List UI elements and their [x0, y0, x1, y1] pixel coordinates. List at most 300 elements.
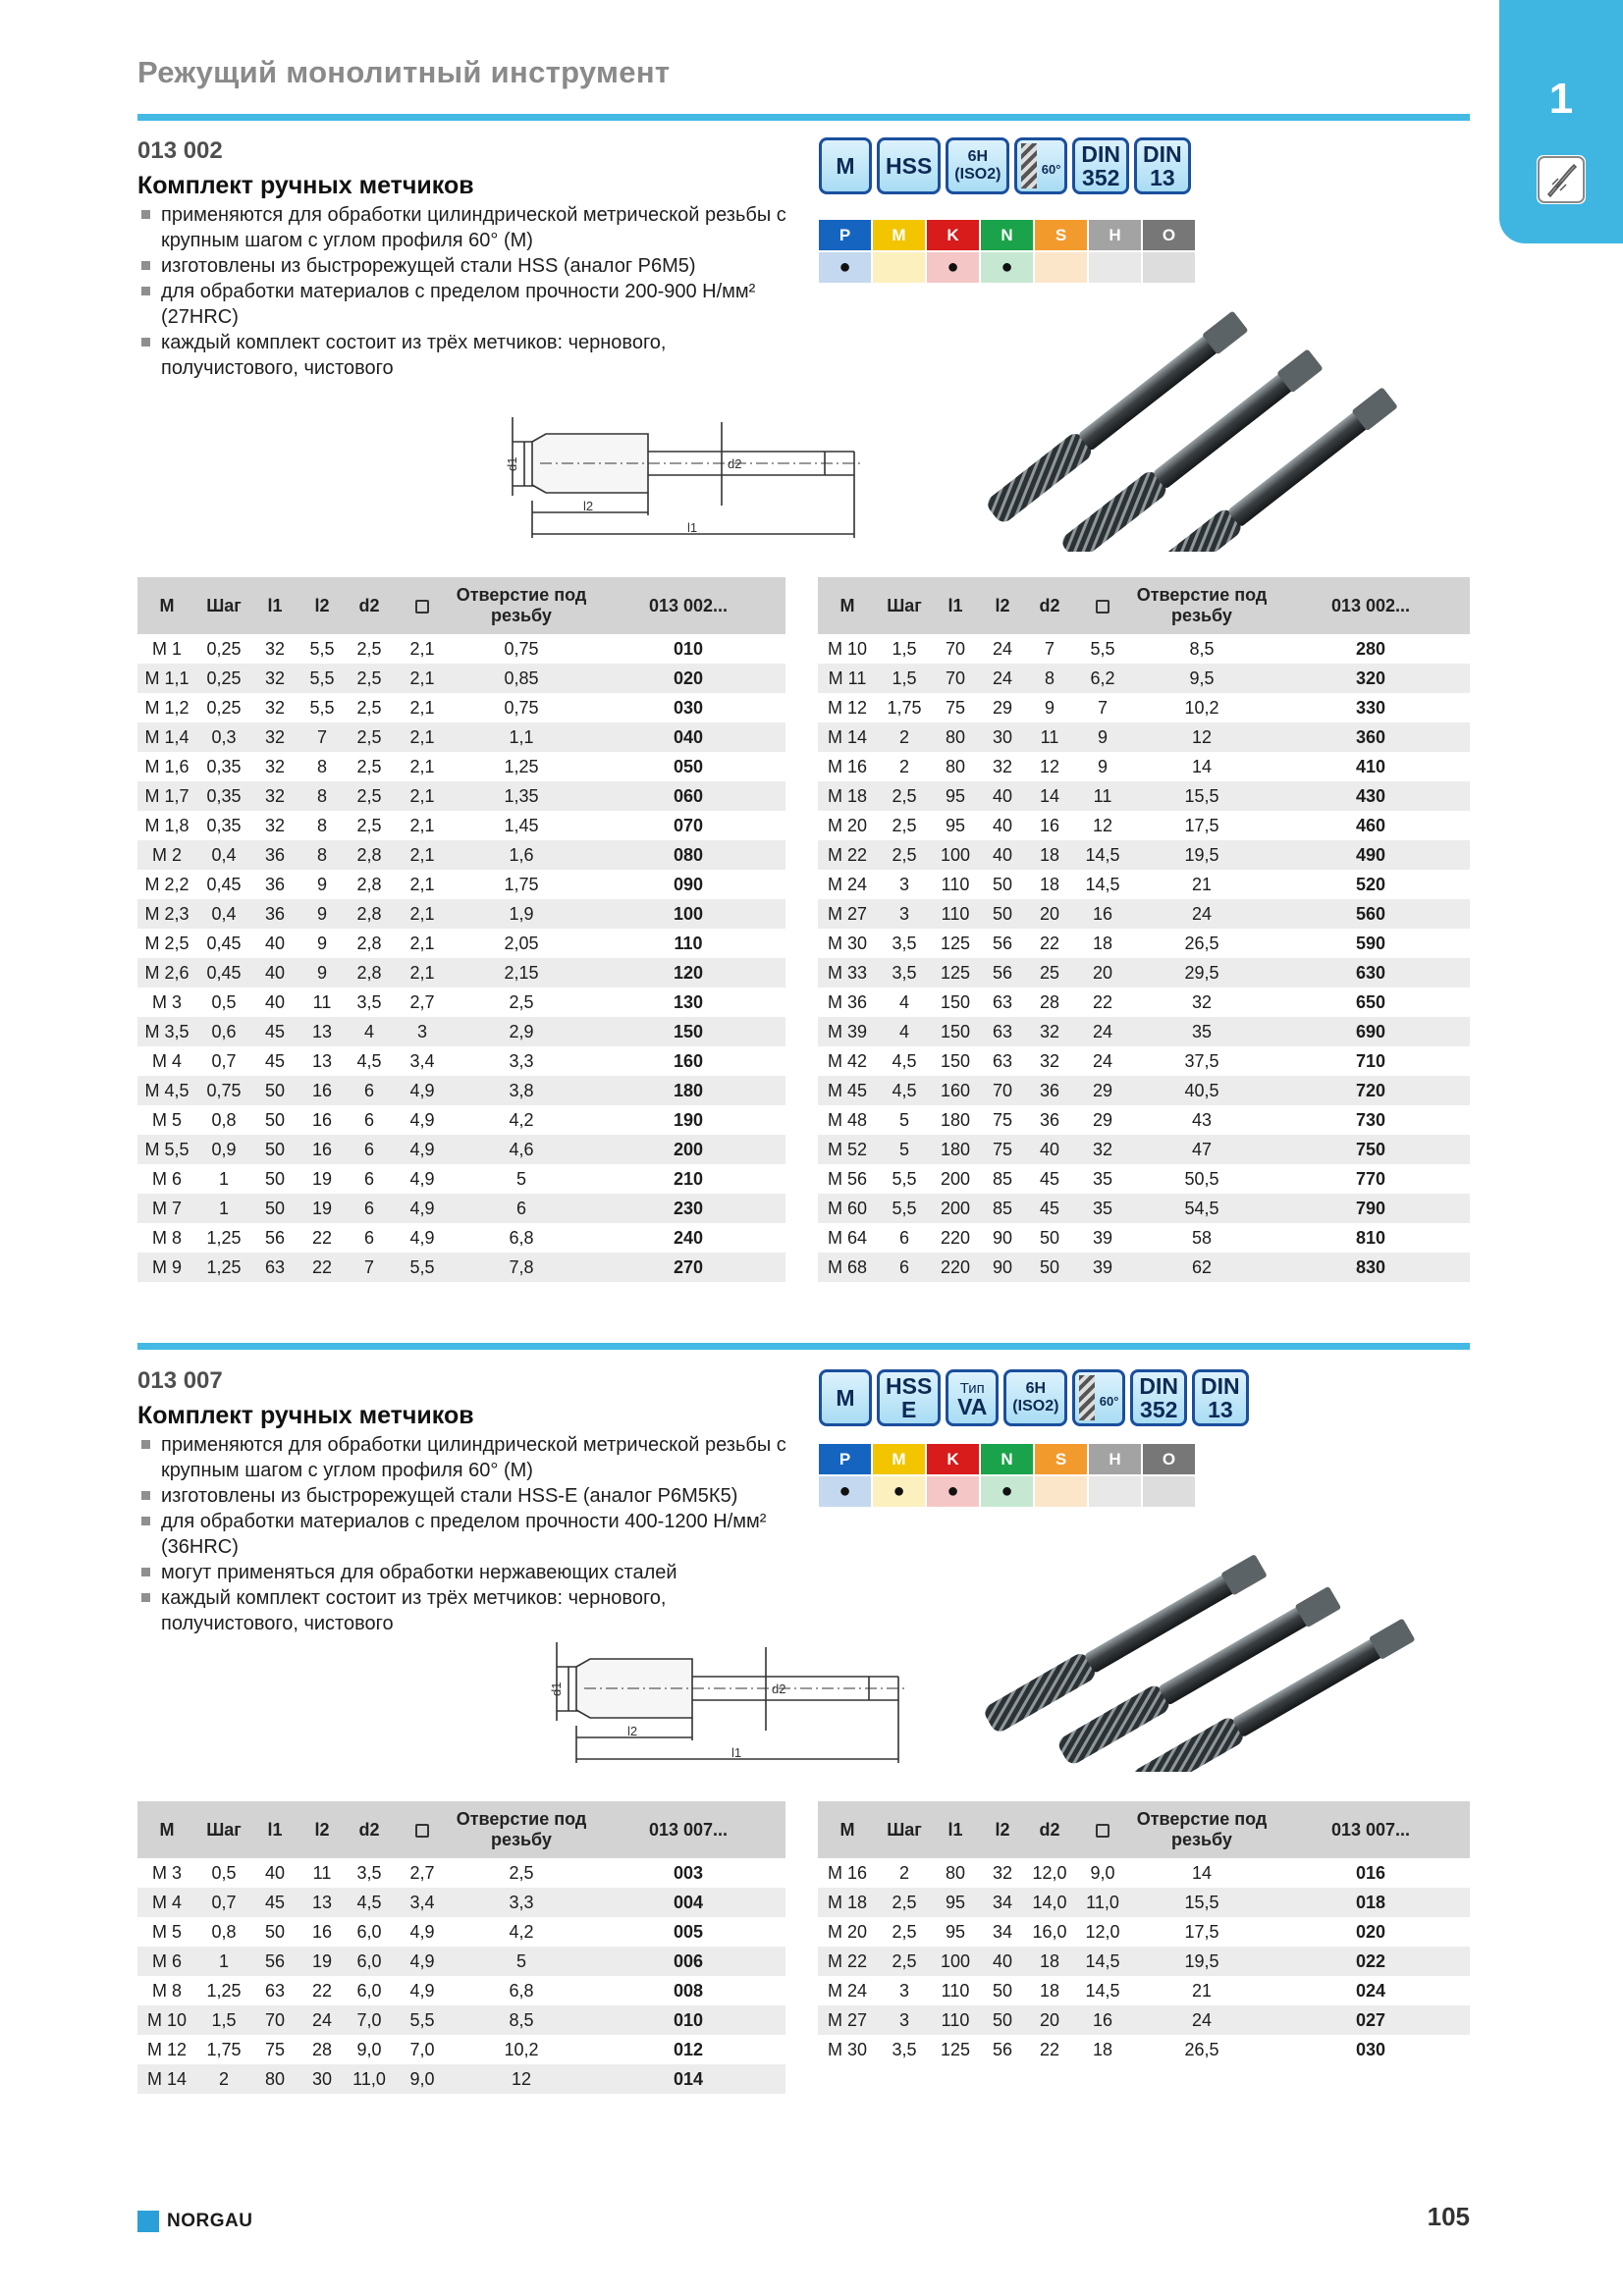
- table-cell: 4,9: [393, 1135, 452, 1164]
- table-cell: 6,0: [356, 1921, 382, 1942]
- table-cell: 9: [316, 874, 327, 894]
- table-cell: 54,5: [1132, 1194, 1271, 1223]
- table-cell: 2,05: [504, 933, 539, 953]
- table-cell: 6,8: [509, 1980, 534, 2001]
- table-cell: 95: [945, 815, 966, 835]
- table-row: [818, 1976, 1470, 2005]
- table-cell: 7: [1044, 638, 1055, 659]
- table-cell: M 52: [818, 1135, 877, 1164]
- table-row: [818, 693, 1470, 722]
- table-cell: 8: [316, 815, 327, 835]
- table-cell: 7,0: [346, 2005, 393, 2035]
- table-cell: 16: [1039, 815, 1060, 835]
- table-cell: M 3: [151, 1862, 182, 1883]
- table-cell: 40: [979, 840, 1026, 870]
- table-cell: 19: [298, 1947, 346, 1976]
- table-cell: 40,5: [1132, 1076, 1271, 1105]
- table-cell: 150: [940, 1050, 971, 1071]
- table-cell: 2,1: [393, 664, 452, 693]
- table-cell: 19: [311, 1168, 333, 1189]
- table-cell: 0,45: [206, 874, 242, 894]
- table-cell: 2,5: [877, 781, 932, 811]
- order-code-cell: 190: [673, 1109, 704, 1130]
- table-cell: M 2: [137, 840, 196, 870]
- table-cell: 50: [1026, 1253, 1073, 1282]
- table-cell: 1,75: [887, 697, 922, 718]
- table-cell: 75: [264, 2039, 286, 2059]
- table-cell: 14,5: [1085, 874, 1120, 894]
- table-row: [818, 752, 1470, 781]
- material-applicability: [873, 252, 925, 283]
- table-cell: 150: [932, 1017, 979, 1046]
- table-cell: 37,5: [1184, 1050, 1219, 1071]
- table-cell: 24: [298, 2005, 346, 2035]
- column-header: l1: [932, 577, 979, 634]
- table-cell: M 1,6: [144, 756, 189, 776]
- table-cell: M 5: [151, 1109, 182, 1130]
- table-cell: 3,5: [356, 1862, 382, 1883]
- table-cell: 2,7: [409, 1862, 435, 1883]
- table-cell: 50: [992, 1980, 1013, 2001]
- order-code-cell: 560: [1271, 899, 1470, 929]
- chapter-tab[interactable]: [1499, 0, 1623, 243]
- table-cell: 32: [251, 722, 298, 752]
- table-cell: 9: [1073, 722, 1132, 752]
- material-group-s: S: [1035, 220, 1087, 250]
- table-cell: 4,2: [509, 1109, 534, 1130]
- material-applicability: [1089, 1476, 1141, 1507]
- order-code-cell: 090: [673, 874, 704, 894]
- table-cell: 34: [979, 1888, 1026, 1917]
- table-cell: 1,5: [196, 2005, 251, 2035]
- table-row: [818, 1105, 1470, 1135]
- table-cell: 8: [1026, 664, 1073, 693]
- table-row: [137, 722, 785, 752]
- page-title: Режущий монолитный инструмент: [137, 55, 671, 89]
- table-row: [137, 664, 785, 693]
- table-cell: 29: [1073, 1076, 1132, 1105]
- table-cell: M 1,1: [137, 664, 196, 693]
- spec-badge: [946, 1369, 999, 1426]
- table-cell: 6: [346, 1194, 393, 1223]
- column-header: d2: [1026, 1801, 1073, 1858]
- table-cell: 12: [1132, 722, 1271, 752]
- section2-tap-diagram: [545, 1637, 918, 1770]
- column-header: l2: [979, 577, 1026, 634]
- square-shank-header: [393, 1801, 452, 1858]
- column-header: Отверстие под резьбу: [452, 1801, 591, 1858]
- table-cell: M 45: [818, 1076, 877, 1105]
- table-row: [137, 1917, 785, 1947]
- order-code-cell: 006: [591, 1947, 785, 1976]
- table-cell: 2,9: [452, 1017, 591, 1046]
- table-cell: 50: [992, 874, 1013, 894]
- badge-line: E: [900, 1397, 917, 1422]
- table-cell: 8,5: [1189, 638, 1215, 659]
- norgau-logo[interactable]: [137, 2211, 252, 2232]
- table-cell: 40: [264, 991, 286, 1012]
- spec-badge: [1003, 1369, 1067, 1426]
- table-cell: 7: [1097, 697, 1108, 718]
- order-code-cell: 650: [1355, 991, 1386, 1012]
- table-cell: M 1,2: [144, 697, 189, 718]
- table-cell: 7,8: [452, 1253, 591, 1282]
- table-cell: 0,85: [452, 664, 591, 693]
- order-code-cell: 080: [591, 840, 785, 870]
- table-cell: 50: [251, 1135, 298, 1164]
- chapter-number: 1: [1548, 75, 1574, 123]
- table-cell: M 5: [151, 1921, 182, 1942]
- square-icon: [1096, 1824, 1109, 1838]
- table-cell: 40: [264, 1862, 286, 1883]
- badge-line: M: [836, 152, 855, 179]
- table-cell: 4: [346, 1017, 393, 1046]
- spec-badge: [819, 1369, 872, 1426]
- order-code-cell: 430: [1271, 781, 1470, 811]
- table-cell: 32: [1191, 991, 1213, 1012]
- table-cell: 40: [264, 933, 286, 953]
- feature-item: изготовлены из быстрорежущей стали HSS-E (аналог Р6М5К5): [139, 1483, 807, 1509]
- table-cell: 0,25: [206, 638, 242, 659]
- table-cell: 3,5: [892, 933, 917, 953]
- table-cell: 2,1: [393, 899, 452, 929]
- table-cell: M 10: [827, 638, 868, 659]
- table-cell: 0,7: [211, 1050, 237, 1071]
- table-cell: M 36: [827, 991, 868, 1012]
- order-code-cell: 010: [673, 638, 704, 659]
- table-cell: 18: [1039, 874, 1060, 894]
- column-header: Шаг: [196, 1801, 251, 1858]
- column-header: l2: [979, 1801, 1026, 1858]
- order-code-cell: 024: [1355, 1980, 1386, 2001]
- badge-line: HSS: [886, 1373, 933, 1399]
- order-code-cell: 008: [673, 1980, 704, 2001]
- diagram-l1-label: l1: [731, 1745, 742, 1760]
- table-cell: 14,5: [1073, 1947, 1132, 1976]
- table-cell: 12: [452, 2064, 591, 2094]
- order-code-cell: 210: [673, 1168, 704, 1189]
- square-shank-header: [1073, 577, 1132, 634]
- order-code-cell: 020: [591, 664, 785, 693]
- section1-code: 013 002: [137, 137, 223, 164]
- material-group-n: N: [981, 1444, 1033, 1474]
- table-cell: M 14: [137, 2064, 196, 2094]
- table-cell: 29,5: [1132, 958, 1271, 988]
- table-cell: 2,5: [877, 1888, 932, 1917]
- thread-profile-icon: [1021, 143, 1037, 188]
- table-cell: 80: [251, 2064, 298, 2094]
- table-cell: 40: [992, 815, 1013, 835]
- table-cell: 0,6: [196, 1017, 251, 1046]
- table-cell: 32: [1026, 1017, 1073, 1046]
- table-cell: M 48: [827, 1109, 868, 1130]
- table-cell: 18: [1092, 2039, 1113, 2059]
- section1-table-right: [818, 577, 1470, 1282]
- table-cell: 14: [1026, 781, 1073, 811]
- table-cell: 180: [940, 1109, 971, 1130]
- table-row: [818, 634, 1470, 664]
- feature-item: применяются для обработки цилиндрической метрической резьбы с крупным шагом с углом профиля 60° (М): [139, 202, 807, 253]
- table-cell: 17,5: [1184, 815, 1219, 835]
- table-cell: 75: [979, 1135, 1026, 1164]
- order-code-cell: 130: [673, 991, 704, 1012]
- column-header: Шаг: [877, 1801, 932, 1858]
- diagram-l2-label: l2: [627, 1724, 638, 1738]
- table-cell: 2,5: [346, 722, 393, 752]
- material-applicability: [1089, 252, 1141, 283]
- table-cell: 9: [298, 958, 346, 988]
- table-row: [137, 899, 785, 929]
- table-cell: 70: [251, 2005, 298, 2035]
- table-cell: 50: [264, 1168, 286, 1189]
- order-code-cell: 030: [1355, 2039, 1386, 2059]
- table-cell: M 22: [818, 840, 877, 870]
- order-code-cell: 050: [673, 756, 704, 776]
- column-header: Отверстие под резьбу: [1132, 577, 1271, 634]
- order-code-cell: 027: [1271, 2005, 1470, 2035]
- table-cell: 11: [1026, 722, 1073, 752]
- table-cell: 8,5: [452, 2005, 591, 2035]
- table-cell: 32: [251, 781, 298, 811]
- table-cell: 2: [898, 756, 909, 776]
- table-cell: 58: [1191, 1227, 1213, 1248]
- table-row: [818, 1135, 1470, 1164]
- table-cell: 90: [992, 1227, 1013, 1248]
- table-cell: 50: [979, 2005, 1026, 2035]
- table-cell: 28: [311, 2039, 333, 2059]
- table-row: [818, 899, 1470, 929]
- column-header: d2: [1026, 577, 1073, 634]
- table-row: [137, 1858, 785, 1888]
- column-header: 013 007...: [1271, 1801, 1470, 1858]
- spec-badge: [1072, 1369, 1125, 1426]
- table-cell: 40: [979, 1947, 1026, 1976]
- table-cell: 32: [1039, 1050, 1060, 1071]
- order-code-cell: 060: [591, 781, 785, 811]
- table-cell: 34: [992, 1921, 1013, 1942]
- table-cell: 4,9: [409, 1109, 435, 1130]
- table-cell: 14,5: [1085, 1980, 1120, 2001]
- table-cell: 9,0: [356, 2039, 382, 2059]
- table-cell: 19,5: [1132, 840, 1271, 870]
- table-cell: 2,1: [393, 722, 452, 752]
- material-group-m: M: [873, 1444, 925, 1474]
- order-code-cell: 270: [591, 1253, 785, 1282]
- table-cell: 35: [1092, 1168, 1113, 1189]
- table-row: [137, 1076, 785, 1105]
- table-cell: M 33: [818, 958, 877, 988]
- table-cell: 125: [932, 958, 979, 988]
- table-cell: 80: [945, 1862, 966, 1883]
- square-icon: [1096, 600, 1109, 614]
- order-code-cell: 180: [591, 1076, 785, 1105]
- table-cell: 2,8: [346, 958, 393, 988]
- order-code-cell: 016: [1355, 1862, 1386, 1883]
- table-row: [137, 929, 785, 958]
- table-cell: 85: [979, 1194, 1026, 1223]
- material-applicability: [1143, 1476, 1195, 1507]
- table-cell: M 4: [137, 1888, 196, 1917]
- table-cell: 160: [932, 1076, 979, 1105]
- table-cell: 56: [264, 1227, 286, 1248]
- table-cell: 45: [251, 1888, 298, 1917]
- table-cell: 32: [264, 756, 286, 776]
- table-cell: 0,8: [211, 1109, 237, 1130]
- table-cell: 24: [1132, 2005, 1271, 2035]
- table-row: [137, 840, 785, 870]
- table-cell: 16,0: [1032, 1921, 1067, 1942]
- table-row: [137, 958, 785, 988]
- table-cell: 0,45: [206, 933, 242, 953]
- table-cell: M 56: [827, 1168, 868, 1189]
- table-cell: 63: [251, 1253, 298, 1282]
- table-cell: M 68: [818, 1253, 877, 1282]
- section2-rule: [137, 1343, 1470, 1350]
- table-cell: 1,5: [892, 638, 917, 659]
- feature-item: изготовлены из быстрорежущей стали HSS (аналог Р6М5): [139, 253, 807, 279]
- page-number: 105: [1427, 2202, 1470, 2231]
- table-row: [818, 2035, 1470, 2064]
- table-row: [137, 2005, 785, 2035]
- material-group-p: P: [819, 220, 871, 250]
- table-cell: 0,35: [206, 815, 242, 835]
- table-cell: 36: [1039, 1109, 1060, 1130]
- table-cell: 10,2: [504, 2039, 539, 2059]
- table-cell: M 9: [137, 1253, 196, 1282]
- table-cell: 90: [979, 1253, 1026, 1282]
- order-code-cell: 710: [1355, 1050, 1386, 1071]
- table-cell: 4,9: [409, 1980, 435, 2001]
- table-cell: 2: [877, 722, 932, 752]
- table-cell: 6,2: [1073, 664, 1132, 693]
- table-cell: M 60: [818, 1194, 877, 1223]
- order-code-cell: 630: [1271, 958, 1470, 988]
- spec-badge: [1014, 137, 1067, 194]
- table-cell: 35: [1132, 1017, 1271, 1046]
- table-cell: 0,5: [211, 991, 237, 1012]
- section2-title: Комплект ручных метчиков: [137, 1402, 474, 1429]
- table-cell: 1,25: [196, 1253, 251, 1282]
- table-row: [818, 2005, 1470, 2035]
- order-code-cell: 120: [591, 958, 785, 988]
- square-shank-header: [393, 577, 452, 634]
- column-header: l1: [251, 1801, 298, 1858]
- diagram-l1-label: l1: [687, 520, 698, 535]
- table-cell: 22: [298, 1253, 346, 1282]
- table-cell: 21: [1191, 1980, 1213, 2001]
- table-cell: 14: [1191, 1862, 1213, 1883]
- table-cell: 0,9: [196, 1135, 251, 1164]
- table-cell: 2: [196, 2064, 251, 2094]
- table-cell: M 27: [818, 899, 877, 929]
- order-code-cell: 070: [673, 815, 704, 835]
- table-cell: 45: [1026, 1194, 1073, 1223]
- table-cell: 20: [1026, 2005, 1073, 2035]
- material-group-m: M: [873, 220, 925, 250]
- table-cell: 110: [932, 899, 979, 929]
- table-cell: 6: [877, 1253, 932, 1282]
- table-cell: 0,35: [206, 756, 242, 776]
- table-cell: 2,8: [356, 874, 382, 894]
- order-code-cell: 200: [591, 1135, 785, 1164]
- section1-features: [139, 202, 807, 381]
- table-cell: M 16: [827, 756, 868, 776]
- table-cell: M 2,3: [137, 899, 196, 929]
- section2-table-left: [137, 1801, 785, 2094]
- table-cell: 4: [898, 991, 909, 1012]
- table-cell: 40: [1026, 1135, 1073, 1164]
- table-cell: 4,9: [393, 1947, 452, 1976]
- table-cell: M 18: [818, 1888, 877, 1917]
- table-cell: 2,5: [877, 1947, 932, 1976]
- table-cell: 9,5: [1132, 664, 1271, 693]
- table-cell: 45: [251, 1017, 298, 1046]
- table-row: [137, 1223, 785, 1253]
- column-header: 013 007...: [591, 1801, 785, 1858]
- table-cell: 10,2: [1184, 697, 1219, 718]
- table-cell: 3,5: [356, 991, 382, 1012]
- section2-spec-badges: [819, 1369, 1249, 1426]
- section1-tap-set-image: [957, 296, 1458, 557]
- table-cell: M 4: [151, 1050, 182, 1071]
- table-cell: 22: [1039, 2039, 1060, 2059]
- table-cell: 6,0: [356, 1980, 382, 2001]
- column-header: d2: [346, 1801, 393, 1858]
- order-code-cell: 003: [673, 1862, 704, 1883]
- order-code-cell: 460: [1355, 815, 1386, 835]
- table-row: [818, 1223, 1470, 1253]
- table-row: [818, 870, 1470, 899]
- table-cell: 25: [1026, 958, 1073, 988]
- order-code-cell: 010: [591, 2005, 785, 2035]
- table-cell: 19: [298, 1194, 346, 1223]
- table-cell: 22: [311, 1980, 333, 2001]
- order-code-cell: 018: [1271, 1888, 1470, 1917]
- table-cell: 85: [992, 1168, 1013, 1189]
- table-cell: 63: [992, 991, 1013, 1012]
- table-cell: 5: [877, 1135, 932, 1164]
- table-cell: 200: [932, 1194, 979, 1223]
- badge-line: HSS: [886, 152, 933, 179]
- table-cell: 4,9: [409, 1168, 435, 1189]
- spec-badge: [877, 137, 941, 194]
- table-cell: 18: [1092, 933, 1113, 953]
- column-header: l1: [932, 1801, 979, 1858]
- table-cell: 9: [316, 933, 327, 953]
- table-cell: M 3: [151, 991, 182, 1012]
- column-header: Шаг: [877, 577, 932, 634]
- order-code-cell: 330: [1355, 697, 1386, 718]
- order-code-cell: 830: [1271, 1253, 1470, 1282]
- spec-badge: [819, 137, 872, 194]
- table-cell: 2,1: [393, 781, 452, 811]
- diagram-d2-label: d2: [728, 456, 742, 471]
- table-cell: 18: [1026, 1947, 1073, 1976]
- table-cell: 2,1: [409, 697, 435, 718]
- order-code-cell: 240: [673, 1227, 704, 1248]
- order-code-cell: 280: [1355, 638, 1386, 659]
- table-cell: 16: [311, 1109, 333, 1130]
- logo-square-icon: [137, 2211, 159, 2232]
- table-cell: 36: [251, 899, 298, 929]
- table-cell: 7: [346, 1253, 393, 1282]
- material-group-h: H: [1089, 220, 1141, 250]
- table-cell: 0,75: [504, 638, 539, 659]
- table-cell: M 2,5: [144, 933, 189, 953]
- section1-tap-diagram: [501, 412, 874, 545]
- table-cell: 32: [992, 1862, 1013, 1883]
- table-cell: 5,5: [309, 638, 335, 659]
